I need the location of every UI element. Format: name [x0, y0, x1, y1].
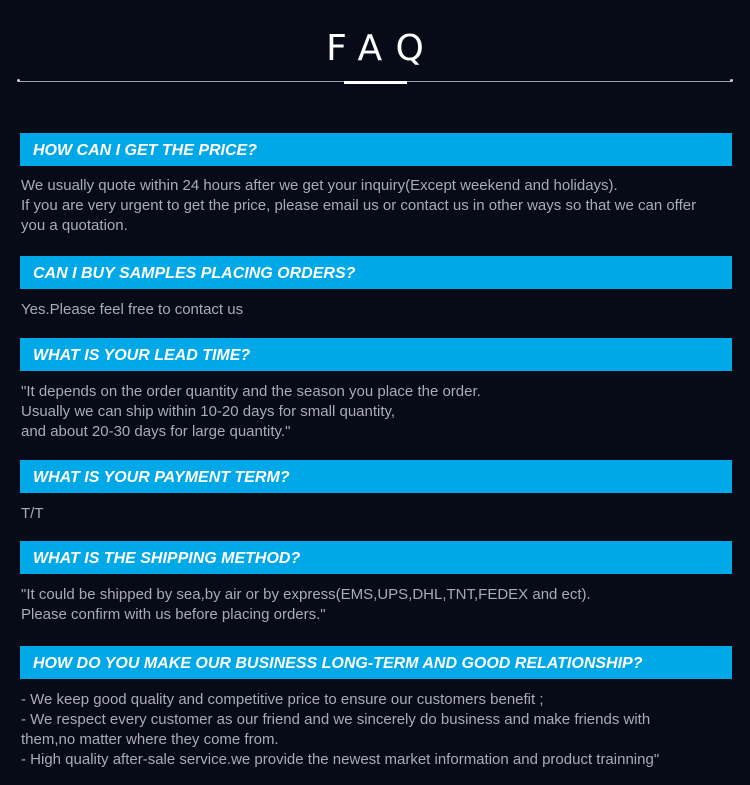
answer-line: "It could be shipped by sea,by air or by express(EMS,UPS,DHL,TNT,FEDEX and ect).	[21, 586, 591, 603]
faq-answer-samples	[21, 300, 721, 320]
answer-line: T/T	[21, 505, 44, 522]
answer-line: If you are very urgent to get the price, please email us or contact us in other ways so that we can offer	[21, 197, 697, 214]
answer-line: Yes.Please feel free to contact us	[21, 301, 244, 318]
faq-answer-shipping	[21, 585, 721, 625]
faq-question-shipping: WHAT IS THE SHIPPING METHOD?	[20, 541, 732, 574]
answer-line: and about 20-30 days for large quantity."	[21, 423, 291, 440]
faq-answer-relationship	[21, 690, 721, 770]
answer-line: Usually we can ship within 10-20 days for small quantity,	[21, 403, 396, 420]
answer-line: "It depends on the order quantity and the season you place the order.	[21, 383, 481, 400]
faq-question-lead-time: WHAT IS YOUR LEAD TIME?	[20, 338, 732, 371]
faq-answer-price	[21, 176, 721, 236]
answer-line: - High quality after-sale service.we provide the newest market information and product trainning"	[21, 751, 660, 768]
faq-question-price: HOW CAN I GET THE PRICE?	[20, 133, 732, 166]
faq-answer-payment	[21, 504, 721, 524]
faq-question-relationship: HOW DO YOU MAKE OUR BUSINESS LONG-TERM AND GOOD RELATIONSHIP?	[20, 646, 732, 679]
faq-answer-lead-time	[21, 382, 721, 442]
page-title: FAQ	[326, 28, 438, 69]
title-underline	[344, 81, 407, 84]
answer-line: Please confirm with us before placing orders."	[21, 606, 326, 623]
answer-line: them,no matter where they come from.	[21, 731, 279, 748]
faq-question-samples: CAN I BUY SAMPLES PLACING ORDERS?	[20, 256, 732, 289]
answer-line: - We respect every customer as our friend and we sincerely do business and make friends with	[21, 711, 651, 728]
answer-line: - We keep good quality and competitive price to ensure our customers benefit ;	[21, 691, 544, 708]
answer-line: We usually quote within 24 hours after we get your inquiry(Except weekend and holidays).	[21, 177, 618, 194]
faq-question-payment: WHAT IS YOUR PAYMENT TERM?	[20, 460, 732, 493]
answer-line: you a quotation.	[21, 217, 128, 234]
